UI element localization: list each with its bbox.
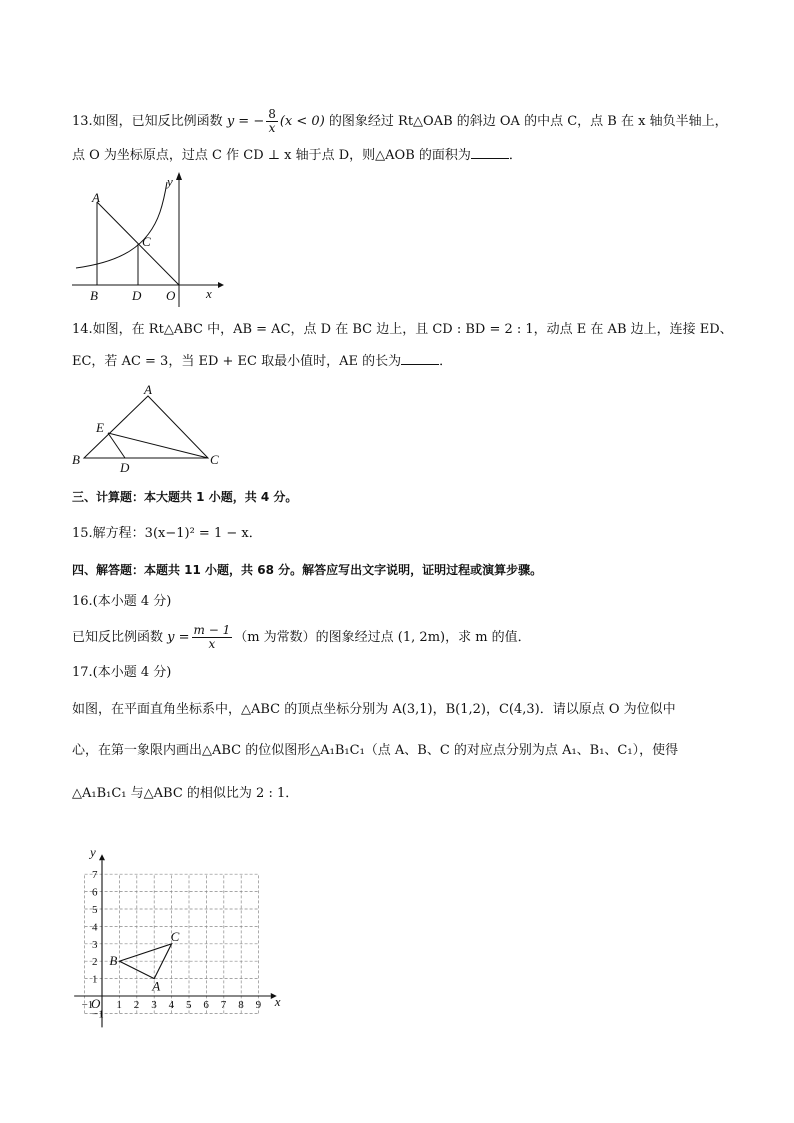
q15: 15.解方程：3(x−1)² = 1 − x．: [72, 526, 262, 541]
q17-title: 17.(本小题 4 分): [72, 665, 172, 680]
q13-line1: [72, 108, 728, 135]
x-tick-label: 3: [151, 999, 157, 1011]
q16-title: 16.(本小题 4 分): [72, 594, 172, 609]
q13-label-C: C: [142, 234, 151, 249]
q14-label-C: C: [210, 452, 219, 467]
q14-text-2: EC，若 AC = 3，当 ED + EC 取最小值时，AE 的长为: [72, 354, 402, 369]
q13-text-2: 点 O 为坐标原点，过点 C 作 CD ⊥ x 轴于点 D，则△AOB 的面积为: [72, 148, 471, 163]
q17-grid-figure: [70, 844, 281, 1038]
x-tick-label: 4: [168, 999, 175, 1011]
q14-line2: [72, 352, 452, 372]
q14-label-B: B: [72, 452, 80, 467]
x-tick-label: 6: [203, 999, 209, 1011]
q13-label-O: O: [166, 288, 176, 303]
q17-line3: △A₁B₁C₁ 与△ABC 的相似比为 2 : 1．: [72, 786, 299, 801]
q13-end: ．: [508, 148, 522, 163]
q13-answer-blank[interactable]: [471, 146, 509, 159]
x-tick-label: 8: [238, 999, 244, 1011]
y-tick-label: 5: [92, 904, 98, 916]
x-tick-label: −1: [81, 999, 94, 1011]
q14-figure: [70, 384, 230, 474]
x-axis-label: x: [274, 994, 281, 1009]
q16-fraction: [192, 624, 233, 651]
q13-label-x: x: [206, 286, 212, 301]
q16-text-a: 已知反比例函数: [72, 630, 168, 645]
q17-line2: 心，在第一象限内画出△ABC 的位似图形△A₁B₁C₁（点 A、B、C 的对应点分别为点 A₁、B₁、C₁），使得: [72, 743, 679, 758]
x-tick-label: 7: [220, 999, 227, 1011]
x-tick-label: 5: [186, 999, 192, 1011]
q14-label-E: E: [96, 420, 104, 435]
origin-label: O: [91, 996, 101, 1011]
q13-func: y = −: [226, 114, 265, 129]
q16-func: y =: [167, 630, 190, 645]
q17-triangle-group: [109, 929, 179, 994]
q16-text-b: （m 为常数）的图象经过点 (1, 2m)，求 m 的值．: [234, 630, 531, 645]
q13-figure: [70, 172, 230, 307]
x-tick-label: 2: [133, 999, 140, 1011]
section-4-heading: 四、解答题：本题共 11 小题，共 68 分。解答应写出文字说明，证明过程或演算步骤。: [72, 563, 543, 577]
q13-line2: [72, 146, 522, 166]
q13-label-D: D: [132, 288, 142, 303]
y-tick-label: 6: [92, 886, 98, 899]
y-tick-label: 1: [92, 973, 98, 986]
y-axis-arrow: [99, 854, 105, 860]
q13-label-B: B: [90, 288, 98, 303]
x-tick-label: 9: [255, 999, 262, 1011]
q13-label-y: y: [167, 174, 173, 189]
y-tick-label: 3: [92, 938, 98, 951]
y-axis-label: y: [90, 844, 96, 860]
point-label-C: C: [170, 928, 180, 944]
q13-num: 8: [268, 107, 276, 121]
q16-body: [72, 624, 531, 651]
q13-fraction: [266, 108, 278, 135]
q13-text-a: 13.如图，已知反比例函数: [72, 114, 227, 129]
q13-label-A: A: [92, 190, 100, 205]
y-tick-label: 2: [92, 956, 98, 969]
q14-line1: [72, 320, 733, 340]
q13-cond: (x < 0): [279, 114, 325, 129]
q14-end: ．: [439, 354, 453, 369]
q14-text-1: 14.如图，在 Rt△ABC 中，AB = AC，点 D 在 BC 边上，且 CD : BD = 2 : 1，动点 E 在 AB 边上，连接 ED、: [72, 322, 733, 337]
q13-text-b: 的图象经过 Rt△OAB 的斜边 OA 的中点 C，点 B 在 x 轴负半轴上，: [324, 114, 728, 129]
q13-den: x: [268, 121, 276, 135]
point-label-A: A: [152, 978, 161, 994]
q13-y-arrow: [176, 172, 182, 180]
q16-num: m − 1: [193, 623, 231, 637]
q14-label-A: A: [144, 382, 152, 397]
q13-hyperbola: [76, 182, 167, 268]
q13-x-arrow: [218, 282, 224, 288]
q14-answer-blank[interactable]: [401, 352, 439, 365]
section-3-heading: 三、计算题：本大题共 1 小题，共 4 分。: [72, 490, 298, 504]
point-label-B: B: [109, 953, 118, 969]
q17-line1: 如图，在平面直角坐标系中，△ABC 的顶点坐标分别为 A(3,1)，B(1,2)，C(4,3)．请以原点 O 为位似中: [72, 702, 676, 717]
x-tick-label: 1: [116, 999, 122, 1011]
y-tick-label: −1: [92, 1008, 104, 1021]
y-tick-label: 4: [92, 921, 98, 934]
q14-label-D: D: [120, 460, 130, 475]
q16-den: x: [208, 637, 216, 651]
y-tick-label: 7: [92, 869, 98, 882]
